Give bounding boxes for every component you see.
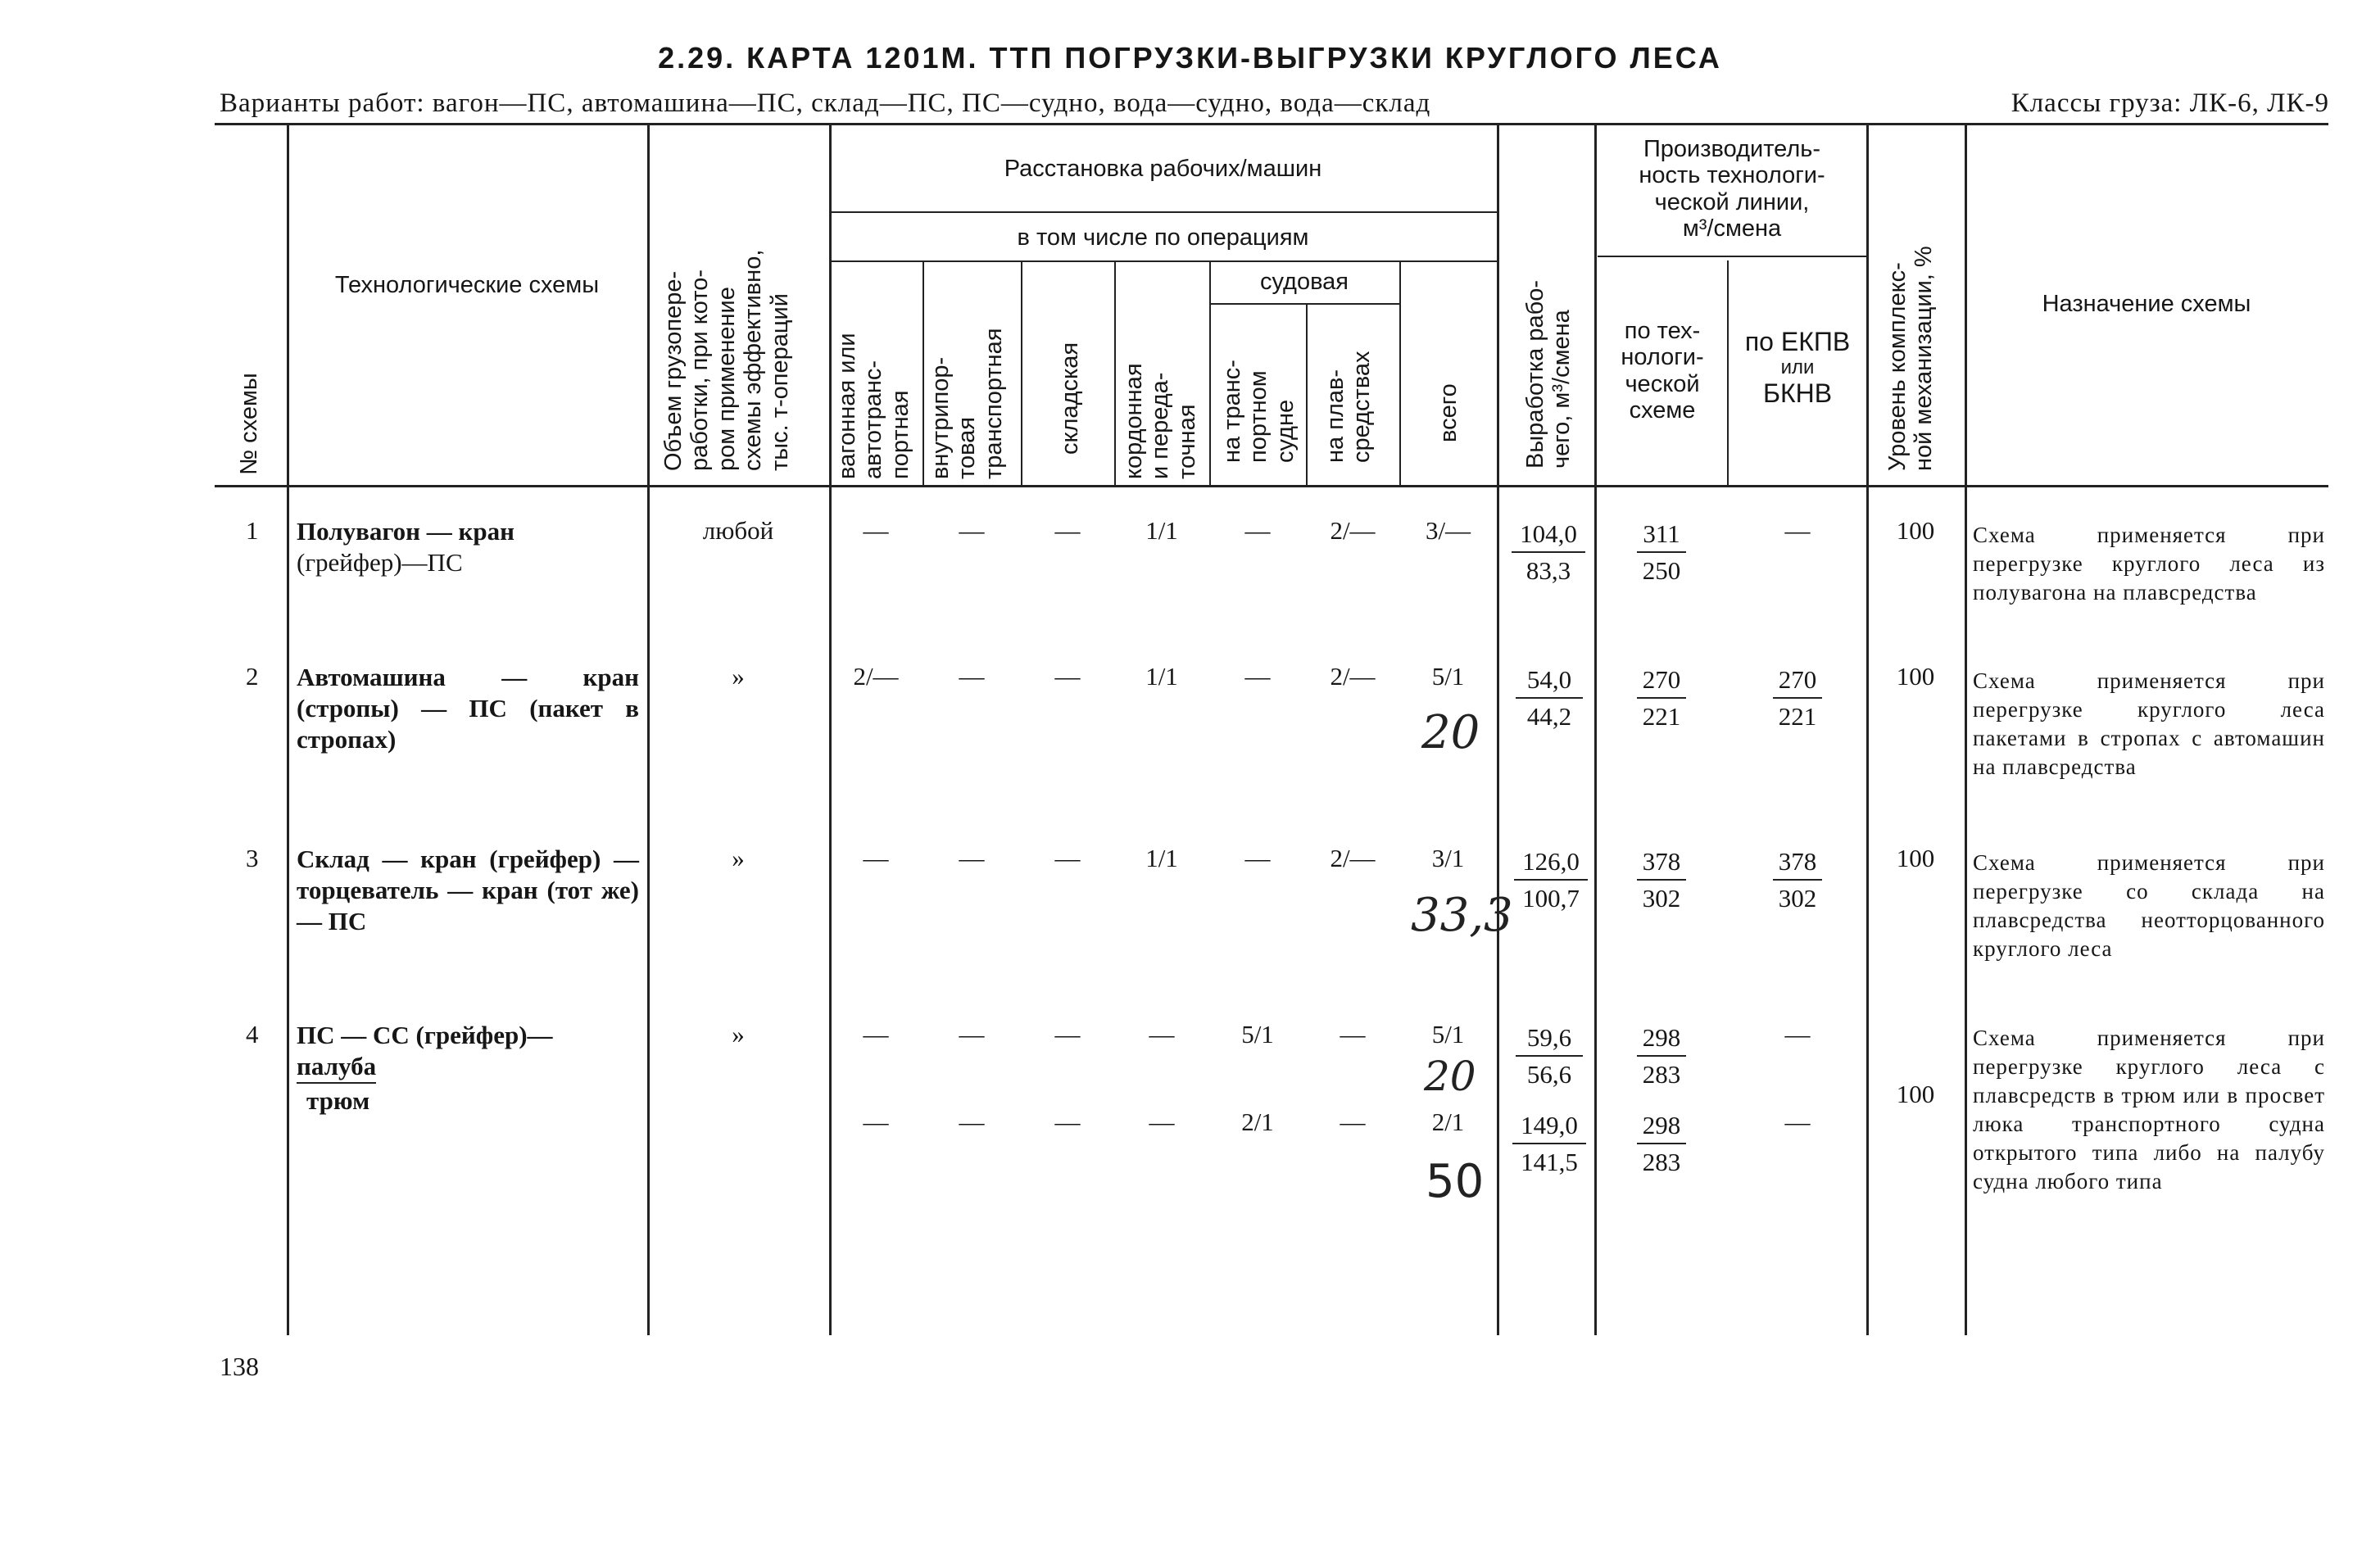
handwritten-note: 50 <box>1426 1155 1485 1208</box>
header-sub-rule <box>829 211 1497 213</box>
total-cell: 3/— <box>1425 516 1471 545</box>
tech-fraction: $\frac{298}{283}$ <box>1637 1020 1686 1093</box>
intraport-cell: — <box>959 844 985 872</box>
header-sub-rule <box>1598 256 1866 257</box>
header-scheme-number: № схемы <box>236 373 262 475</box>
ship-transport-cell: — <box>1244 844 1271 872</box>
ship-transport-cell: 2/1 <box>1241 1107 1274 1136</box>
purpose-text: Схема применяется при перегрузке круглого леса пакетами в стропах с автомашин на плавсредства <box>1973 668 2325 780</box>
output-fraction: $\frac{54,0}{44,2}$ <box>1516 662 1583 735</box>
intraport-cell: — <box>959 1020 985 1049</box>
warehouse-cell: — <box>1054 844 1081 872</box>
header-volume: Объем грузопере- работки, при кото- ром применение схемы эффективно, тыс. т-операций <box>660 249 793 471</box>
tech-fraction: $\frac{378}{302}$ <box>1637 844 1686 917</box>
ekpv-cell: — <box>1784 516 1811 545</box>
mechanization-cell: 100 <box>1896 1080 1935 1108</box>
wagon-cell: — <box>863 1020 889 1049</box>
volume-cell: » <box>732 1020 745 1049</box>
header-placement: Расстановка рабочих/машин <box>1004 156 1322 182</box>
row-number: 3 <box>246 844 259 872</box>
mechanization-cell: 100 <box>1896 516 1935 545</box>
wagon-cell: — <box>863 1107 889 1136</box>
scheme-deck: палуба <box>297 1051 395 1084</box>
work-variants: Варианты работ: вагон—ПС, автомашина—ПС, склад—ПС, ПС—судно, вода—судно, вода—склад <box>220 88 1431 118</box>
handwritten-note: 33,3 <box>1411 889 1513 942</box>
divider <box>287 123 289 1335</box>
row-number: 4 <box>246 1020 259 1049</box>
header-output: Выработка рабо- чего, м³/смена <box>1522 280 1575 469</box>
header-bottom-rule <box>215 485 2328 487</box>
warehouse-cell: — <box>1054 1020 1081 1049</box>
output-fraction: $\frac{149,0}{141,5}$ <box>1512 1107 1586 1180</box>
output-fraction: $\frac{104,0}{83,3}$ <box>1512 516 1585 589</box>
ship-transport-cell: — <box>1244 516 1271 545</box>
page-number: 138 <box>220 1352 259 1381</box>
volume-cell: » <box>732 662 745 691</box>
cordon-cell: 1/1 <box>1145 662 1178 691</box>
ship-transport-cell: — <box>1244 662 1271 691</box>
cordon-cell: — <box>1149 1107 1175 1136</box>
divider <box>1497 123 1499 1335</box>
output-fraction: $\frac{59,6}{56,6}$ <box>1516 1020 1583 1093</box>
wagon-cell: — <box>863 516 889 545</box>
handwritten-note: 20 <box>1424 1053 1476 1100</box>
ship-floating-cell: 2/— <box>1330 662 1376 691</box>
header-intraport: внутрипор- товая транспортная <box>927 328 1007 479</box>
header-by-operations: в том числе по операциям <box>1017 224 1309 251</box>
cordon-cell: 1/1 <box>1145 844 1178 872</box>
header-sub-rule <box>1209 303 1399 305</box>
header-tech-schemes: Технологические схемы <box>334 272 600 298</box>
row-number: 2 <box>246 662 259 691</box>
divider <box>829 123 832 1335</box>
ship-floating-cell: 2/— <box>1330 516 1376 545</box>
ekpv-fraction: $\frac{378}{302}$ <box>1773 844 1822 917</box>
ship-floating-cell: — <box>1340 1020 1366 1049</box>
divider <box>1866 123 1869 1335</box>
handwritten-note: 20 <box>1421 706 1480 759</box>
ekpv-cell: — <box>1784 1020 1811 1049</box>
header-ship: судовая <box>1260 269 1349 295</box>
header-wagon: вагонная или автотранс- портная <box>834 333 913 479</box>
divider <box>1399 262 1401 485</box>
intraport-cell: — <box>959 662 985 691</box>
divider <box>1114 262 1116 485</box>
divider <box>923 262 924 485</box>
purpose-text: Схема применяется при перегрузке со склада на плавсредства неотторцованного круглого леса <box>1973 850 2325 962</box>
header-productivity: Производитель- ность технологи- ческой линии, м³/смена <box>1639 136 1825 242</box>
tech-fraction: $\frac{311}{250}$ <box>1637 516 1686 589</box>
scheme-text: Полувагон — кран (грейфер)—ПС <box>297 517 515 577</box>
divider <box>1306 303 1308 485</box>
mechanization-cell: 100 <box>1896 844 1935 872</box>
header-warehouse: складская <box>1057 342 1083 455</box>
scheme-text: Склад — кран (грейфер) — торцеватель — кран (тот же) — ПС <box>297 845 639 935</box>
table-top-rule <box>215 123 2328 125</box>
header-total: всего <box>1435 383 1462 442</box>
volume-cell: любой <box>702 516 774 545</box>
header-cordon: кордонная и переда- точная <box>1121 363 1200 479</box>
warehouse-cell: — <box>1054 516 1081 545</box>
scheme-hold: трюм <box>306 1086 370 1115</box>
row-number: 1 <box>246 516 259 545</box>
cordon-cell: — <box>1149 1020 1175 1049</box>
header-on-transport-ship: на транс- портном судне <box>1219 360 1299 463</box>
divider <box>1594 123 1597 1335</box>
warehouse-cell: — <box>1054 1107 1081 1136</box>
total-cell: 3/1 <box>1431 844 1465 872</box>
header-mechanization: Уровень комплекс- ной механизации, % <box>1884 246 1938 471</box>
header-purpose: Назначение схемы <box>2042 291 2251 317</box>
ship-transport-cell: 5/1 <box>1241 1020 1274 1049</box>
divider <box>1021 262 1022 485</box>
ship-floating-cell: 2/— <box>1330 844 1376 872</box>
wagon-cell: — <box>863 844 889 872</box>
ekpv-cell: — <box>1784 1107 1811 1136</box>
ship-floating-cell: — <box>1340 1107 1366 1136</box>
divider <box>1209 262 1211 485</box>
purpose-text: Схема применяется при перегрузке круглого леса из полувагона на плавсредства <box>1973 523 2325 605</box>
purpose-text: Схема применяется при перегрузке круглого леса с плавсредств в трюм или в просвет люка транспортного судна открытого типа либо на палубу судна любого типа <box>1973 1026 2325 1194</box>
tech-fraction: $\frac{298}{283}$ <box>1637 1107 1686 1180</box>
total-cell: 2/1 <box>1431 1107 1465 1136</box>
scheme-text: Автомашина — кран (стропы) — ПС (пакет в стропах) <box>297 663 639 754</box>
divider <box>647 123 650 1335</box>
volume-cell: » <box>732 844 745 872</box>
intraport-cell: — <box>959 1107 985 1136</box>
tech-fraction: $\frac{270}{221}$ <box>1637 662 1686 735</box>
header-sub-rule <box>829 260 1497 262</box>
wagon-cell: 2/— <box>853 662 899 691</box>
warehouse-cell: — <box>1054 662 1081 691</box>
ekpv-fraction: $\frac{270}{221}$ <box>1773 662 1822 735</box>
scheme-text: ПС — СС (грейфер)— <box>297 1021 553 1049</box>
output-fraction: $\frac{126,0}{100,7}$ <box>1514 844 1588 917</box>
page-title: 2.29. КАРТА 1201М. ТТП ПОГРУЗКИ-ВЫГРУЗКИ КРУГЛОГО ЛЕСА <box>658 41 1722 75</box>
total-cell: 5/1 <box>1431 662 1465 691</box>
total-cell: 5/1 <box>1431 1020 1465 1049</box>
header-by-ekpv: по ЕКПВ или БКНВ <box>1744 327 1851 408</box>
cargo-classes: Классы груза: ЛК-6, ЛК-9 <box>2011 88 2329 118</box>
intraport-cell: — <box>959 516 985 545</box>
mechanization-cell: 100 <box>1896 662 1935 691</box>
cordon-cell: 1/1 <box>1145 516 1178 545</box>
header-on-floating: на плав- средствах <box>1322 351 1376 463</box>
header-by-tech: по тех- нологи- ческой схеме <box>1621 318 1704 424</box>
